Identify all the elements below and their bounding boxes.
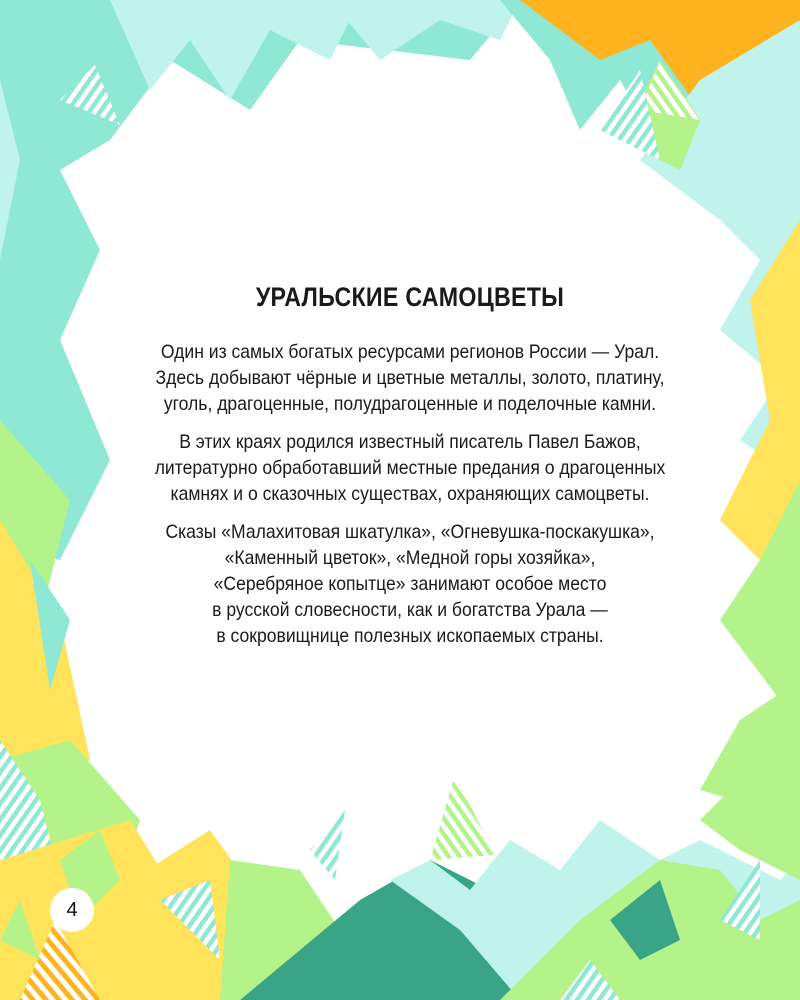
paragraph-tales [140,519,680,649]
paragraph-ural-resources [140,339,680,417]
page-number: 4 [50,888,94,932]
text-line: Здесь добывают чёрные и цветные металлы, золото, платину, [155,367,665,389]
text-line: «Каменный цветок», «Медной горы хозяйка», [224,547,596,569]
text-line: Один из самых богатых ресурсами регионов России — Урал. [160,341,660,363]
top-shapes [0,0,800,260]
left-shapes [0,80,110,800]
right-shapes [700,220,800,820]
paragraph-bazhov [140,429,680,507]
text-line: В этих краях родился известный писатель Павел Бажов, [179,431,641,453]
text-line: в русской словесности, как и богатства Урала — [212,599,608,621]
text-line: в сокровищнице полезных ископаемых страны. [216,625,604,647]
main-text-block [110,282,710,661]
text-line: литературно обработавший местные предания о драгоценных [154,457,666,479]
bottom-shapes [0,740,800,1000]
text-line: «Серебряное копытце» занимают особое место [213,573,607,595]
page-title: УРАЛЬСКИЕ САМОЦВЕТЫ [255,282,565,312]
text-line: камнях и о сказочных существах, охраняющих самоцветы. [170,483,650,505]
text-line: уголь, драгоценные, полудрагоценные и поделочные камни. [163,393,657,415]
text-line: Сказы «Малахитовая шкатулка», «Огневушка-поскакушка», [165,521,655,543]
